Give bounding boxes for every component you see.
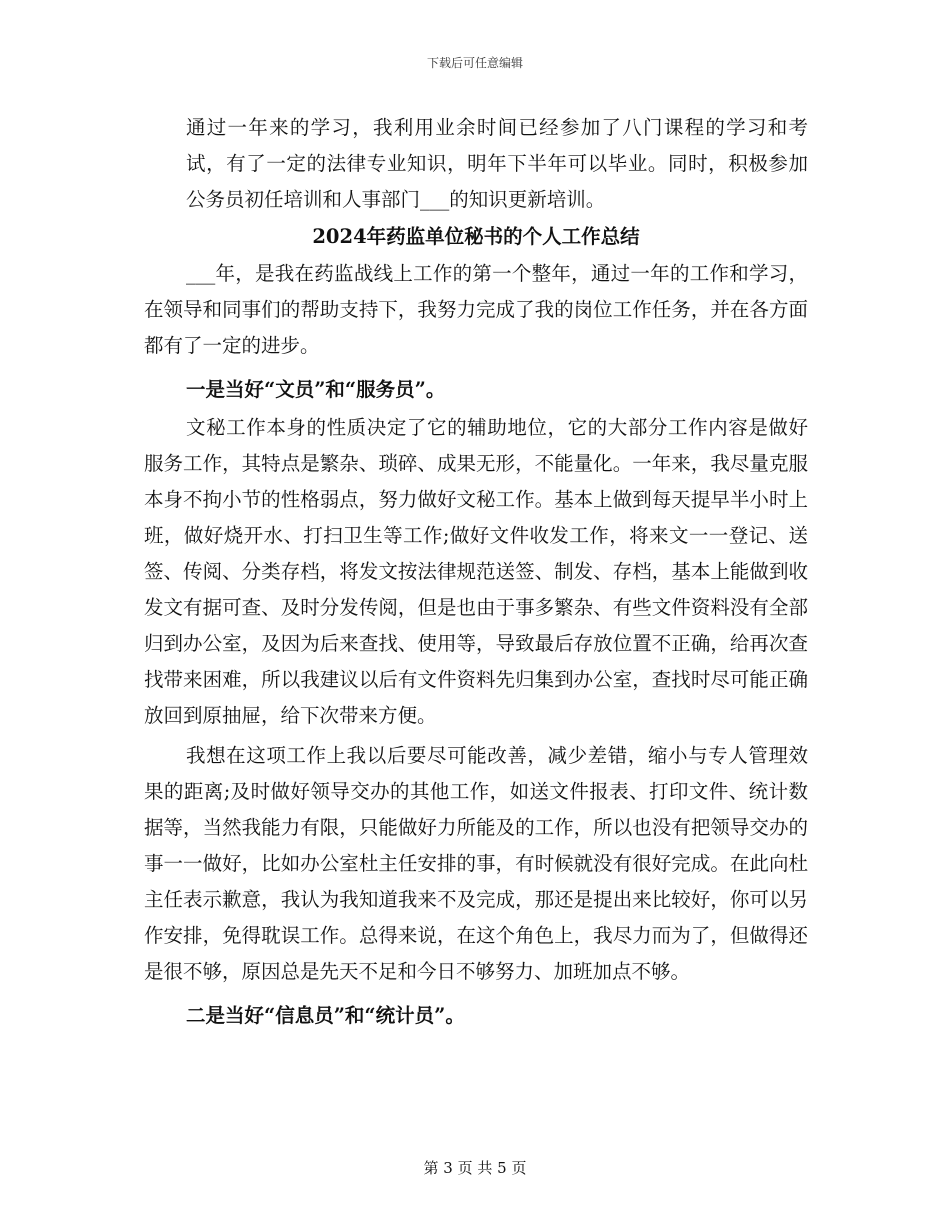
page-number: 第 3 页 共 5 页: [423, 1159, 527, 1177]
section1-paragraph-1: 文秘工作本身的性质决定了它的辅助地位，它的大部分工作内容是做好服务工作，其特点是繁杂、琐碎、成果无形，不能量化。一年来，我尽量克服本身不拘小节的性格弱点，努力做好文秘工作。基本上做到每天提早半小时上班，做好烧开水、打扫卫生等工作;做好文件收发工作，将来文一一登记、送签、传阅、分类存档，将发文按法律规范送签、制发、存档，基本上能做到收发文有据可查、及时分发传阅，但是也由于事多繁杂、有些文件资料没有全部归到办公室，及因为后来查找、使用等，导致最后存放位置不正确，给再次查找带来困难，所以我建议以后有文件资料先归集到办公室，查找时尽可能正确放回到原抽屉，给下次带来方便。: [144, 416, 808, 727]
section1-paragraph-2: 我想在这项工作上我以后要尽可能改善，减少差错，缩小与专人管理效果的距离;及时做好领导交办的其他工作，如送文件报表、打印文件、统计数据等，当然我能力有限，只能做好力所能及的工作，所以也没有把领导交办的事一一做好，比如办公室杜主任安排的事，有时候就没有很好完成。在此向杜主任表示歉意，我认为我知道我来不及完成，那还是提出来比较好，你可以另作安排，免得耽误工作。总得来说，在这个角色上，我尽力而为了，但做得还是很不够，原因总是先天不足和今日不够努力、加班加点不够。: [144, 744, 808, 983]
intro-paragraph: 通过一年来的学习，我利用业余时间已经参加了八门课程的学习和考试，有了一定的法律专业知识，明年下半年可以毕业。同时，积极参加公务员初任培训和人事部门___的知识更新培训。: [186, 116, 808, 211]
section-heading-2: 二是当好“信息员”和“统计员”。: [186, 1004, 465, 1027]
page-header-note: 下载后可任意编辑: [426, 56, 523, 70]
document-title: 2024年药监单位秘书的个人工作总结: [312, 225, 640, 248]
opening-paragraph: ___年，是我在药监战线上工作的第一个整年，通过一年的工作和学习，在领导和同事们的帮助支持下，我努力完成了我的岗位工作任务，并在各方面都有了一定的进步。: [144, 262, 808, 357]
document-body: [144, 110, 808, 1036]
section-heading-1: 一是当好“文员”和“服务员”。: [186, 378, 446, 401]
